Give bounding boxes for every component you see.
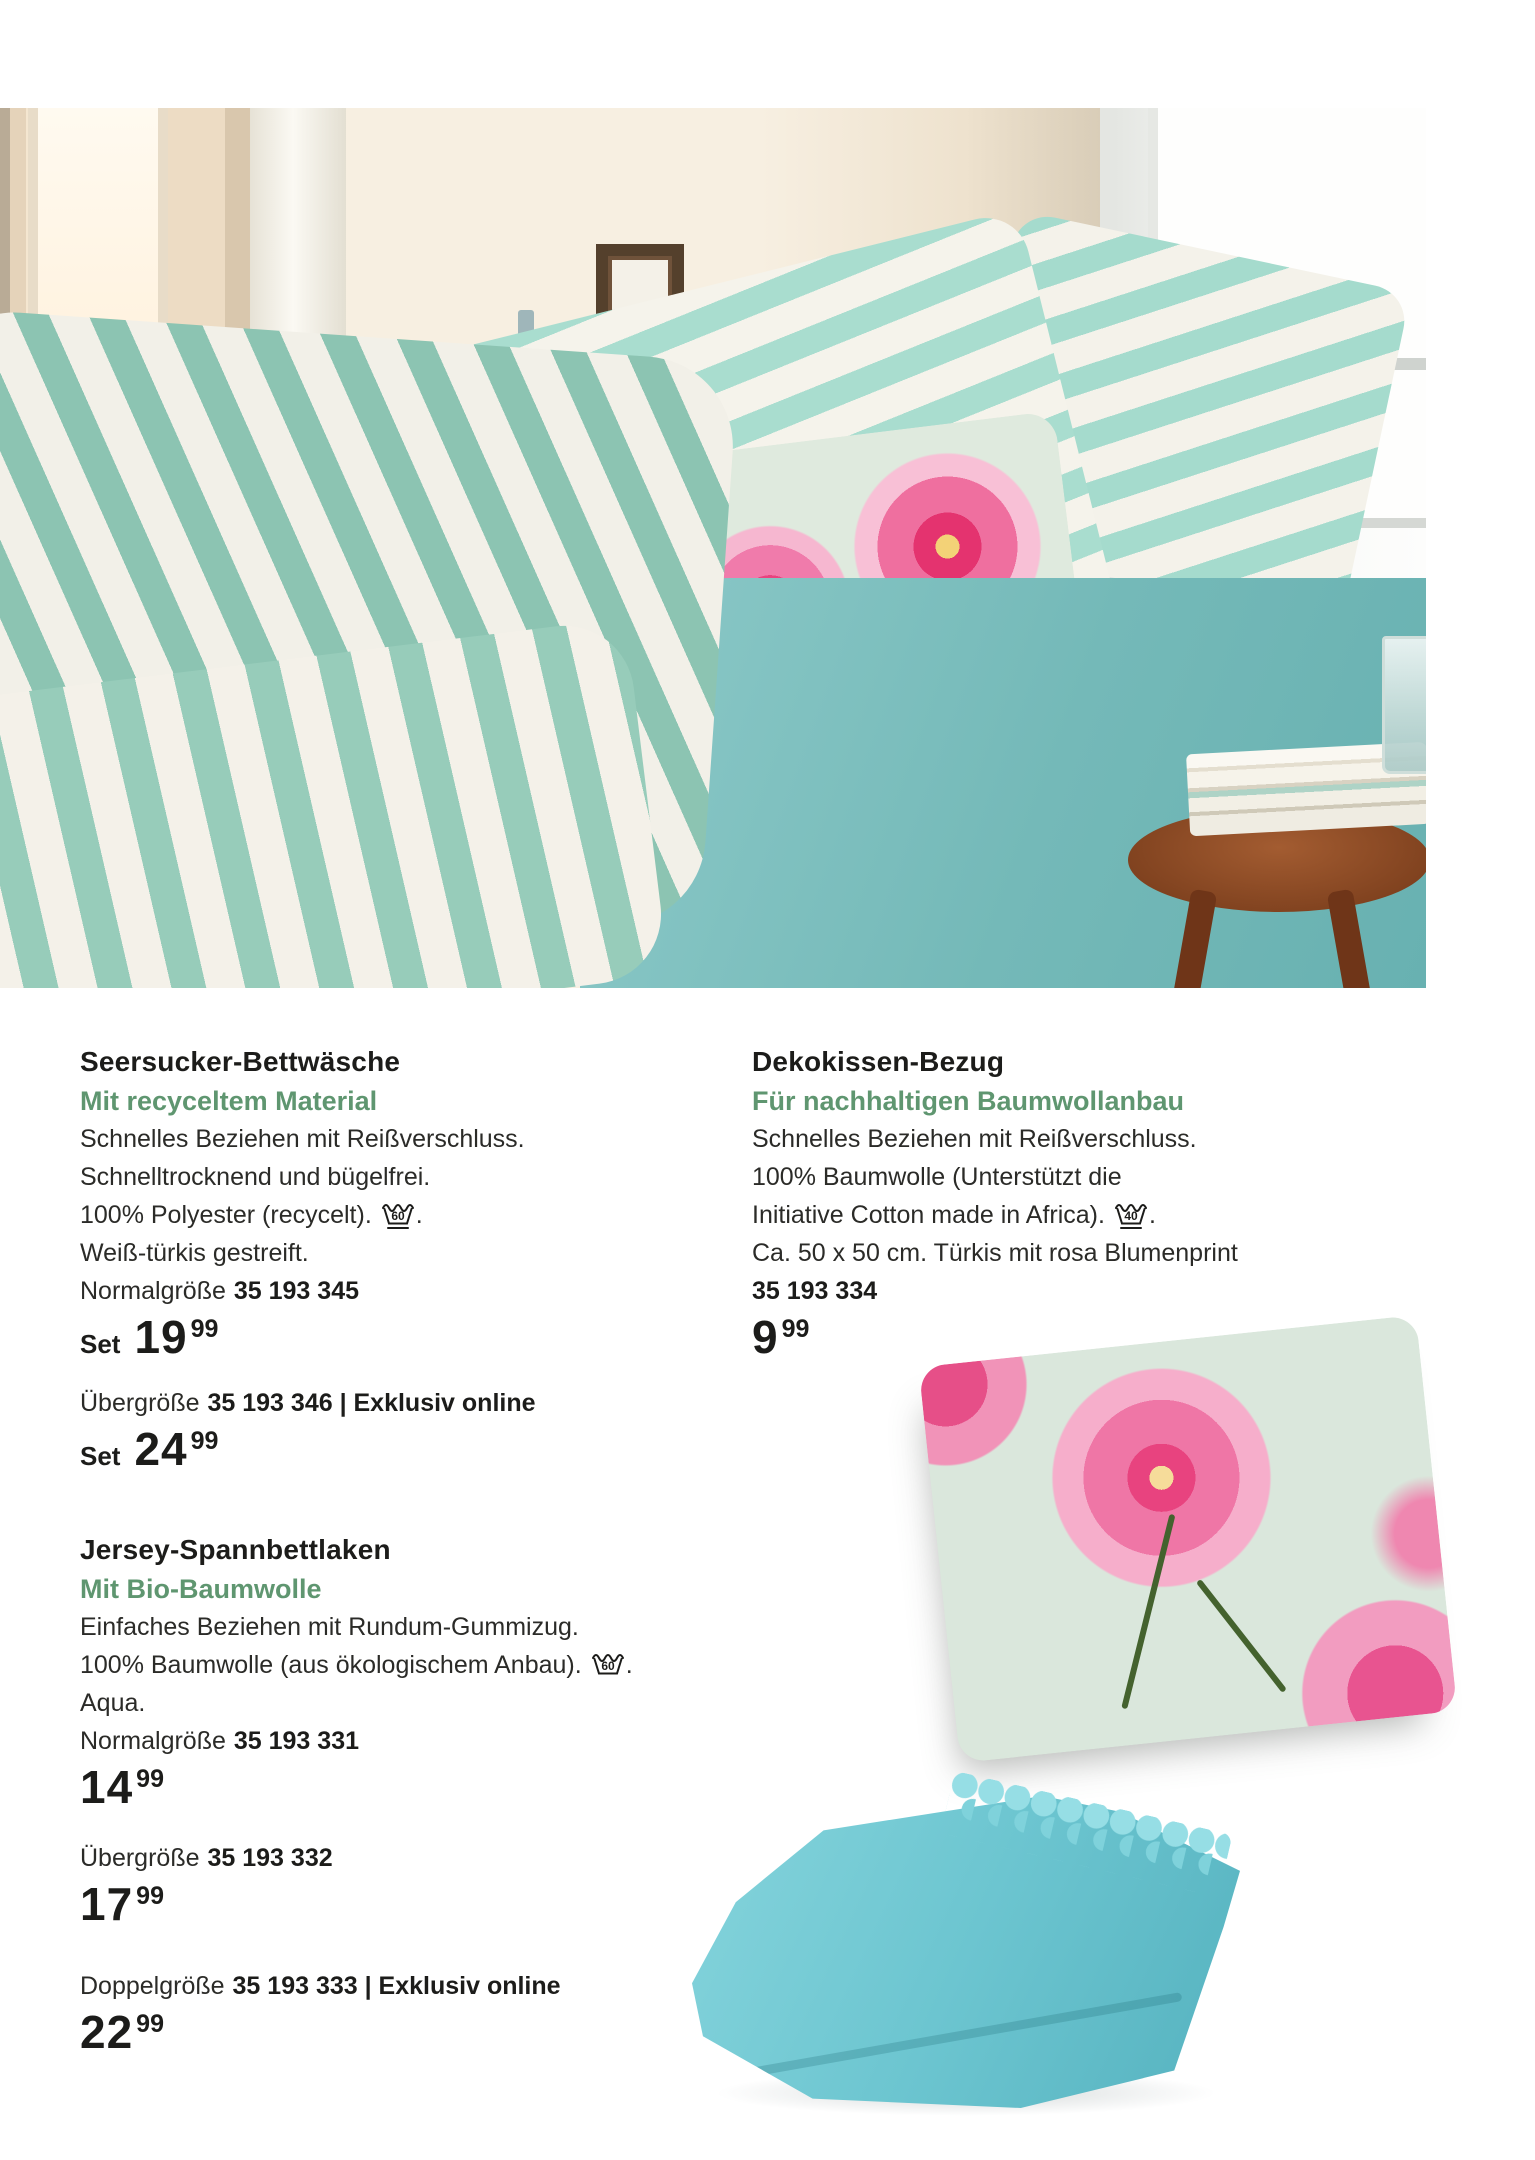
article-number: 35 193 345	[233, 1277, 359, 1305]
wash-60-icon	[591, 1650, 625, 1680]
wash-60-underline-icon	[381, 1200, 415, 1230]
article-number: 35 193 333 | Exklusiv online	[232, 1972, 561, 2000]
description-line: Schnelltrocknend und bügelfrei.	[80, 1163, 431, 1191]
product-subtitle: Mit recyceltem Material	[80, 1086, 378, 1116]
variant-line: Doppelgröße 35 193 333 | Exklusiv online	[80, 1972, 561, 2000]
product-subtitle: Für nachhaltigen Baumwollanbau	[752, 1086, 1185, 1116]
variant-line: Übergröße 35 193 346 | Exklusiv online	[80, 1389, 536, 1417]
flower-stem	[1121, 1514, 1175, 1710]
right-column	[752, 1042, 1442, 1362]
size-line: Normalgröße 35 193 345	[80, 1277, 359, 1305]
price: Set 19 99	[80, 1311, 219, 1363]
article-number: 35 193 332	[207, 1844, 333, 1872]
description-line: Einfaches Beziehen mit Rundum-Gummizug.	[80, 1613, 579, 1641]
article-number: 35 193 334	[752, 1277, 878, 1305]
description-line: Schnelles Beziehen mit Reißverschluss.	[752, 1125, 1197, 1153]
description-line: Weiß-türkis gestreift.	[80, 1239, 309, 1267]
article-line	[752, 1272, 1442, 1310]
hero-photo	[0, 108, 1426, 988]
product-title: Seersucker-Bettwäsche	[80, 1046, 401, 1077]
fitted-sheet-product-image	[692, 1796, 1240, 2108]
left-column	[80, 1042, 670, 2057]
svg-text:60: 60	[391, 1209, 405, 1223]
wash-40-underline-icon	[1114, 1200, 1148, 1230]
svg-text:40: 40	[1124, 1209, 1138, 1223]
flower-stem	[1196, 1579, 1287, 1693]
product-title: Dekokissen-Bezug	[752, 1046, 1005, 1077]
description-line: 100% Baumwolle (aus ökologischem Anbau). 60 .	[80, 1651, 633, 1679]
size-line: Normalgröße 35 193 331	[80, 1727, 359, 1755]
price: 17 99	[80, 1878, 164, 1930]
description-line: Aqua.	[80, 1689, 146, 1717]
article-number: 35 193 346 | Exklusiv online	[207, 1389, 536, 1417]
description-line: Initiative Cotton made in Africa). 40 .	[752, 1201, 1156, 1229]
price: Set 24 99	[80, 1423, 219, 1475]
deco-cushion-product-image	[919, 1315, 1458, 1763]
description-line: 100% Polyester (recycelt). 60 .	[80, 1201, 423, 1229]
water-glass	[1382, 636, 1426, 774]
product-subtitle: Mit Bio-Baumwolle	[80, 1574, 322, 1604]
description-line: 100% Baumwolle (Unterstützt die	[752, 1163, 1122, 1191]
price: 14 99	[80, 1761, 164, 1813]
description-line: Schnelles Beziehen mit Reißverschluss.	[80, 1125, 525, 1153]
price: 22 99	[80, 2006, 164, 2058]
variant-line: Übergröße 35 193 332	[80, 1844, 333, 1872]
description-line: Ca. 50 x 50 cm. Türkis mit rosa Blumenprint	[752, 1239, 1238, 1267]
article-number: 35 193 331	[233, 1727, 359, 1755]
svg-text:60: 60	[601, 1659, 615, 1673]
product-title: Jersey-Spannbettlaken	[80, 1534, 391, 1565]
price: 9 99	[752, 1311, 810, 1363]
